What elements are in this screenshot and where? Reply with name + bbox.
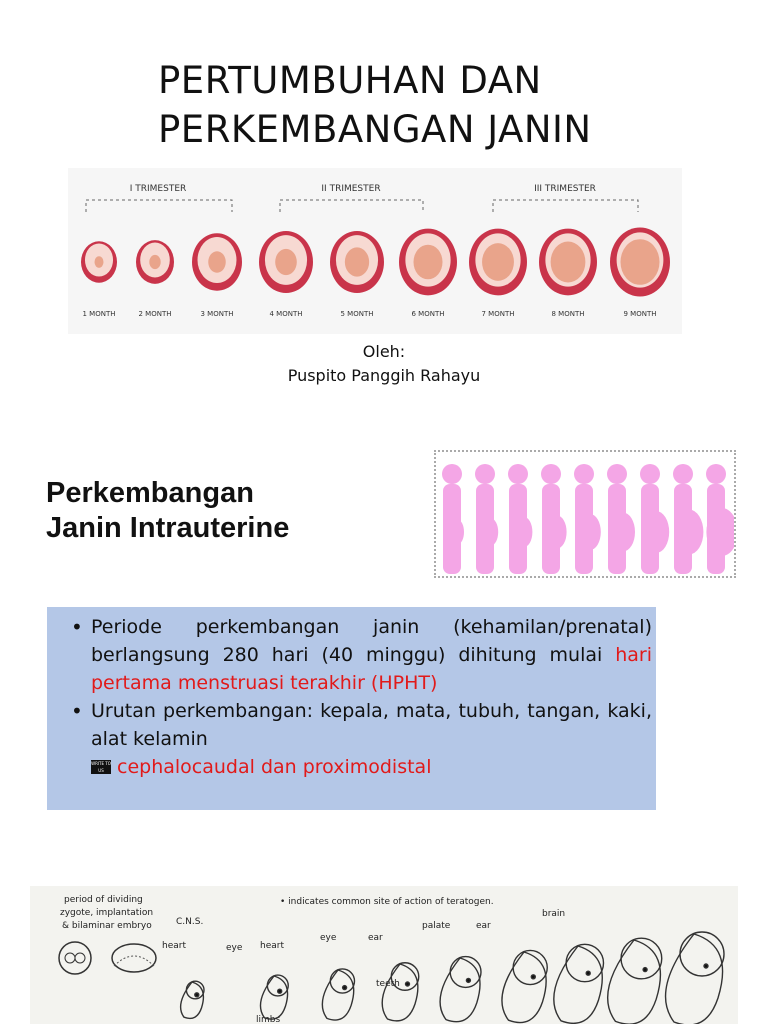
- teratogen-site-dot: [586, 971, 590, 975]
- silhouette-head: [706, 464, 726, 484]
- bullet-item-period: [71, 613, 652, 697]
- embryo-head: [391, 963, 419, 991]
- trimester-label-1: I TRIMESTER: [129, 184, 187, 194]
- silhouette-head: [475, 464, 495, 484]
- fetus-drawing: [275, 249, 297, 275]
- bullet-text: Periode perkembangan janin (kehamilan/prenatal) berlangsung 280 hari (40 minggu) dihitung mulai: [91, 616, 652, 666]
- author-block: [0, 340, 768, 388]
- label-zygote: zygote, implantation: [60, 908, 154, 918]
- slide-title: PERTUMBUHAN DAN PERKEMBANGAN JANIN: [158, 59, 592, 151]
- label-bilaminar: & bilaminar embryo: [62, 921, 152, 931]
- placeholder-glyph-icon: WRITE TO US: [91, 761, 111, 773]
- label-eye: eye: [320, 933, 337, 943]
- implantation-texture: [114, 956, 154, 966]
- silhouette-head: [508, 464, 528, 484]
- bracket-1: [86, 200, 232, 212]
- embryo-head: [330, 969, 354, 993]
- silhouette-head: [442, 464, 462, 484]
- silhouette-head: [673, 464, 693, 484]
- zygote-cell: [65, 953, 75, 963]
- month-label: 3 MONTH: [200, 310, 234, 318]
- embryo-sketch: [608, 940, 661, 1024]
- silhouette-head: [574, 464, 594, 484]
- author-name: Puspito Panggih Rahayu: [287, 366, 481, 385]
- month-label: 6 MONTH: [411, 310, 445, 318]
- silhouette-head: [541, 464, 561, 484]
- pregnant-woman-silhouette: [508, 464, 532, 574]
- embryo-sketch: [440, 958, 480, 1022]
- teratogen-site-dot: [704, 964, 708, 968]
- embryo-sketch: [382, 964, 418, 1021]
- pregnancy-silhouette-illustration: [434, 450, 736, 578]
- label-cns: C.N.S.: [176, 917, 204, 927]
- silhouette-belly: [484, 519, 498, 546]
- fetus-drawing: [345, 247, 369, 276]
- embryo-sketch: [322, 970, 353, 1020]
- direction-text: cephalocaudal dan proximodistal: [117, 756, 432, 778]
- embryo-head: [621, 938, 662, 979]
- bullet-highlight: hari pertama menstruasi terakhir (HPHT): [91, 644, 652, 694]
- pregnant-woman-silhouette: [574, 464, 601, 574]
- label-heart: heart: [260, 941, 284, 951]
- pregnant-woman-silhouette: [607, 464, 635, 574]
- heading-line-2: Janin Intrauterine: [46, 512, 290, 544]
- teratogen-site-dot: [343, 986, 347, 990]
- embryo-head: [450, 957, 481, 988]
- pregnant-woman-silhouette: [442, 464, 464, 574]
- teratogen-site-dot: [531, 975, 535, 979]
- pregnant-woman-silhouette: [541, 464, 567, 574]
- content-box: [47, 607, 656, 810]
- silhouette-belly: [452, 520, 464, 544]
- teratogen-site-dot: [195, 993, 199, 997]
- label-palate: palate: [422, 921, 451, 931]
- label-ear: ear: [368, 933, 383, 943]
- fetus-drawing: [149, 255, 160, 269]
- embryo-head: [566, 944, 603, 981]
- trimester-label-2: II TRIMESTER: [321, 184, 381, 194]
- bullet-item-sequence: [71, 697, 652, 753]
- month-label: 1 MONTH: [82, 310, 116, 318]
- label-legend: • indicates common site of action of teratogen.: [280, 897, 494, 907]
- month-label: 4 MONTH: [269, 310, 303, 318]
- label-eye: eye: [226, 943, 243, 953]
- zygote-cell: [75, 953, 85, 963]
- fetus-drawing: [414, 245, 443, 280]
- month-label: 2 MONTH: [138, 310, 172, 318]
- month-label: 8 MONTH: [551, 310, 585, 318]
- fetus-drawing: [208, 251, 226, 273]
- label-ear: ear: [476, 921, 491, 931]
- embryo-head: [513, 950, 547, 984]
- silhouette-belly: [579, 514, 601, 550]
- embryo-sketch: [554, 946, 602, 1023]
- silhouette-belly: [675, 510, 704, 555]
- silhouette-belly: [643, 511, 669, 553]
- teratogen-site-dot: [406, 982, 410, 986]
- bracket-2: [280, 200, 423, 212]
- month-label: 5 MONTH: [340, 310, 374, 318]
- embryo-sketch: [666, 934, 723, 1024]
- trimester-illustration: [68, 168, 682, 334]
- trimester-label-3: III TRIMESTER: [534, 184, 596, 194]
- section-heading: [46, 476, 426, 546]
- fetus-drawing: [482, 243, 514, 281]
- implantation-drawing: [112, 944, 156, 972]
- fetus-drawing: [95, 256, 104, 268]
- bracket-3: [493, 200, 638, 212]
- author-label: Oleh:: [362, 342, 406, 361]
- embryo-head: [680, 932, 724, 976]
- embryo-sketch: [502, 952, 546, 1023]
- teratogen-site-dot: [466, 978, 470, 982]
- label-teeth: teeth: [376, 979, 400, 989]
- label-heart: heart: [162, 941, 186, 951]
- label-dividing: period of dividing: [64, 895, 143, 905]
- embryo-sketch: [181, 982, 204, 1018]
- silhouette-belly: [516, 517, 533, 547]
- fetus-drawing: [621, 239, 660, 285]
- month-label: 9 MONTH: [623, 310, 657, 318]
- bullet-text: Urutan perkembangan: kepala, mata, tubuh, tangan, kaki, alat kelamin: [91, 700, 652, 750]
- teratogen-site-dot: [643, 968, 647, 972]
- teratogen-site-dot: [278, 989, 282, 993]
- silhouette-belly: [611, 513, 635, 552]
- label-brain: brain: [542, 909, 566, 919]
- fetus-drawing: [551, 242, 586, 283]
- silhouette-head: [640, 464, 660, 484]
- label-limbs: limbs: [256, 1015, 281, 1024]
- silhouette-belly: [547, 516, 566, 549]
- embryo-sketch: [260, 976, 287, 1019]
- pregnant-woman-silhouette: [673, 464, 703, 574]
- pregnant-woman-silhouette: [706, 464, 734, 574]
- month-label: 7 MONTH: [481, 310, 515, 318]
- silhouette-head: [607, 464, 627, 484]
- teratogen-diagram: [30, 886, 738, 1024]
- heading-line-1: Perkembangan: [46, 477, 254, 509]
- pregnant-woman-silhouette: [475, 464, 498, 574]
- pregnant-woman-silhouette: [640, 464, 669, 574]
- direction-line: [71, 753, 652, 781]
